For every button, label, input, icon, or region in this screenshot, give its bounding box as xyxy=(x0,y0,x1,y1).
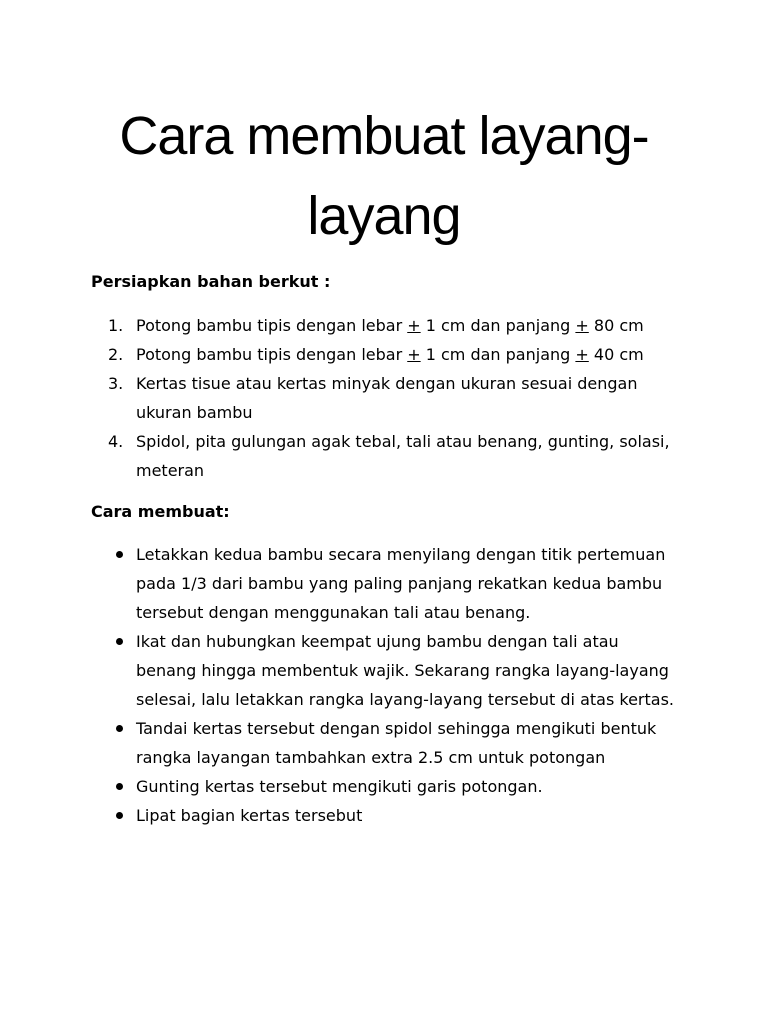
plus-minus-sign: + xyxy=(407,316,421,335)
list-item xyxy=(91,540,691,627)
item-number: 3. xyxy=(108,374,124,393)
item-line: Kertas tisue atau kertas minyak dengan ukuran sesuai dengan xyxy=(136,374,638,393)
steps-heading: Cara membuat: xyxy=(91,502,230,521)
plus-minus-sign: + xyxy=(407,345,421,364)
item-line: Tandai kertas tersebut dengan spidol sehingga mengikuti bentuk xyxy=(136,719,657,738)
item-line: Gunting kertas tersebut mengikuti garis potongan. xyxy=(136,777,543,796)
plus-minus-sign: + xyxy=(575,345,589,364)
item-text: Potong bambu tipis dengan lebar xyxy=(136,345,408,364)
bullet-icon xyxy=(116,638,123,645)
materials-heading: Persiapkan bahan berkut : xyxy=(91,272,331,291)
item-line: meteran xyxy=(136,461,205,480)
item-line: Lipat bagian kertas tersebut xyxy=(136,806,363,825)
item-line: Ikat dan hubungkan keempat ujung bambu dengan tali atau xyxy=(136,632,619,651)
bullet-icon xyxy=(116,551,123,558)
item-text: 1 cm dan panjang xyxy=(420,345,576,364)
list-item xyxy=(91,772,691,801)
list-item xyxy=(91,801,691,830)
item-text: 1 cm dan panjang xyxy=(420,316,576,335)
list-item xyxy=(91,627,691,714)
list-item xyxy=(91,714,691,772)
item-line: Spidol, pita gulungan agak tebal, tali atau benang, gunting, solasi, xyxy=(136,432,670,451)
list-item xyxy=(91,311,691,340)
item-line: benang hingga membentuk wajik. Sekarang rangka layang-layang xyxy=(136,661,669,680)
plus-minus-sign: + xyxy=(575,316,589,335)
list-item xyxy=(91,369,691,427)
bullet-icon xyxy=(116,812,123,819)
item-number: 2. xyxy=(108,345,124,364)
item-line: selesai, lalu letakkan rangka layang-layang tersebut di atas kertas. xyxy=(136,690,674,709)
steps-list xyxy=(91,540,691,830)
list-item xyxy=(91,340,691,369)
bullet-icon xyxy=(116,725,123,732)
title-line-1: Cara membuat layang- xyxy=(119,106,649,166)
item-text: Potong bambu tipis dengan lebar xyxy=(136,316,408,335)
item-number: 4. xyxy=(108,432,124,451)
item-number: 1. xyxy=(108,316,124,335)
item-line: rangka layangan tambahkan extra 2.5 cm untuk potongan xyxy=(136,748,606,767)
item-line: tersebut dengan menggunakan tali atau benang. xyxy=(136,603,531,622)
materials-list xyxy=(91,311,691,485)
item-line: Letakkan kedua bambu secara menyilang dengan titik pertemuan xyxy=(136,545,666,564)
item-text: 40 cm xyxy=(588,345,644,364)
item-line: pada 1/3 dari bambu yang paling panjang rekatkan kedua bambu xyxy=(136,574,663,593)
list-item xyxy=(91,427,691,485)
page-title xyxy=(60,96,708,256)
title-line-2: layang xyxy=(307,186,461,246)
item-text: 80 cm xyxy=(588,316,644,335)
item-line: ukuran bambu xyxy=(136,403,253,422)
bullet-icon xyxy=(116,783,123,790)
